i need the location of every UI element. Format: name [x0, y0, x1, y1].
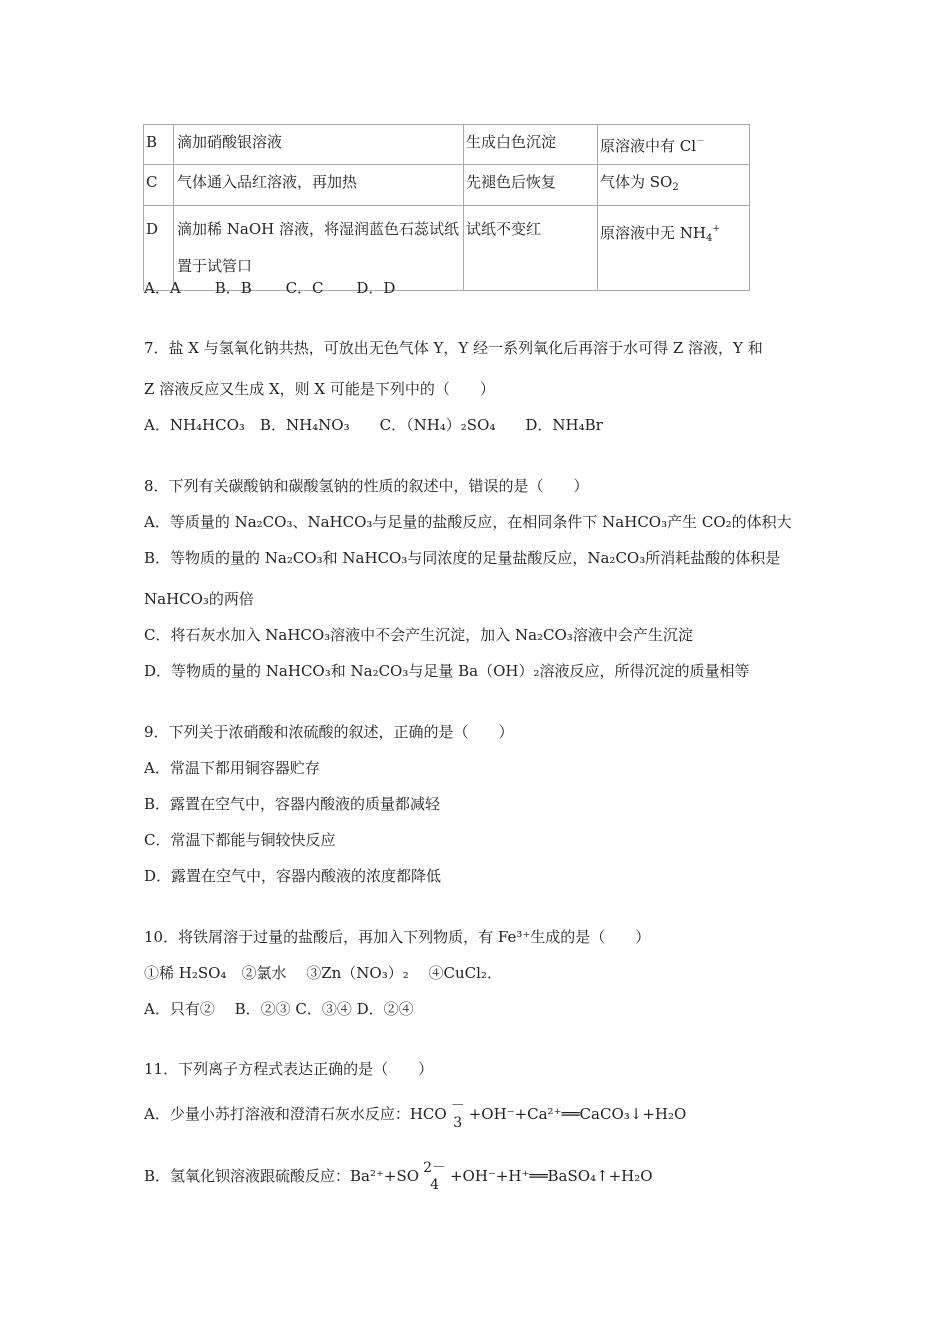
q11-option-a: A．少量小苏打溶液和澄清石灰水反应：HCO － 3 +OH⁻+Ca²⁺══CaCO₃↓+H₂O — [144, 1098, 687, 1131]
operation-cell: 滴加稀 NaOH 溶液，将湿润蓝色石蕊试纸置于试管口 — [174, 206, 464, 291]
phenomenon-cell: 试纸不变红 — [464, 206, 598, 291]
answer-b: B．B — [214, 279, 252, 297]
table-row — [144, 165, 750, 206]
q9-option-a: A．常温下都用铜容器贮存 — [144, 759, 320, 777]
q6-answers — [144, 277, 395, 298]
q8-option-a: A．等质量的 Na₂CO₃、NaHCO₃与足量的盐酸反应，在相同条件下 NaHCO₃产生 CO₂的体积大 — [144, 513, 792, 531]
table-row — [144, 125, 750, 165]
q7-stem-line2: Z 溶液反应又生成 X，则 X 可能是下列中的（ ） — [144, 380, 495, 398]
q8-option-d: D．等物质的量的 NaHCO₃和 Na₂CO₃与足量 Ba（OH）₂溶液反应，所得沉淀的质量相等 — [144, 662, 750, 680]
q7-answers: A．NH₄HCO₃ B．NH₄NO₃ C．（NH₄）₂SO₄ D．NH₄Br — [144, 416, 603, 434]
answer-c: C．C — [285, 279, 324, 297]
row-key: B — [144, 125, 174, 165]
row-key: D — [144, 206, 174, 291]
phenomenon-cell: 生成白色沉淀 — [464, 125, 598, 165]
q8-option-c: C．将石灰水加入 NaHCO₃溶液中不会产生沉淀，加入 Na₂CO₃溶液中会产生沉淀 — [144, 626, 693, 644]
q10-answers: A．只有② B．②③ C．③④ D．②④ — [144, 1000, 414, 1018]
q8-option-b-line2: NaHCO₃的两倍 — [144, 590, 254, 608]
fraction-subscript: － 3 — [450, 1098, 465, 1131]
conclusion-cell: 气体为 $SO_2$ — [598, 165, 750, 206]
fraction-subscript: 2－ 4 — [423, 1160, 446, 1193]
phenomenon-cell: 先褪色后恢复 — [464, 165, 598, 206]
q8-stem: 8．下列有关碳酸钠和碳酸氢钠的性质的叙述中，错误的是（ ） — [144, 477, 589, 495]
q10-items: ①稀 H₂SO₄ ②氯水 ③Zn（NO₃）₂ ④CuCl₂． — [144, 964, 502, 982]
answer-a: A．A — [144, 279, 181, 297]
q8-option-b-line1: B．等物质的量的 Na₂CO₃和 NaHCO₃与同浓度的足量盐酸反应，Na₂CO₃所消耗盐酸的体积是 — [144, 549, 781, 567]
operation-cell: 气体通入品红溶液，再加热 — [174, 165, 464, 206]
q9-option-b: B．露置在空气中，容器内酸液的质量都减轻 — [144, 795, 441, 813]
q11-option-b: B．氢氧化钡溶液跟硫酸反应：Ba²⁺+SO 2－ 4 +OH⁻+H⁺══BaSO₄↑+H₂O — [144, 1160, 653, 1193]
q10-stem: 10．将铁屑溶于过量的盐酸后，再加入下列物质，有 Fe³⁺生成的是（ ） — [144, 928, 651, 946]
q9-option-c: C．常温下都能与铜较快反应 — [144, 831, 336, 849]
row-key: C — [144, 165, 174, 206]
q9-stem: 9．下列关于浓硝酸和浓硫酸的叙述，正确的是（ ） — [144, 723, 514, 741]
options-table — [143, 124, 750, 291]
q7-stem-line1: 7．盐 X 与氢氧化钠共热，可放出无色气体 Y，Y 经一系列氧化后再溶于水可得 Z 溶液，Y 和 — [144, 339, 763, 357]
answer-d: D．D — [356, 279, 396, 297]
operation-cell: 滴加硝酸银溶液 — [174, 125, 464, 165]
q11-stem: 11．下列离子方程式表达正确的是（ ） — [144, 1060, 434, 1078]
q9-option-d: D．露置在空气中，容器内酸液的浓度都降低 — [144, 867, 442, 885]
conclusion-cell: 原溶液中有 Cl－ — [598, 125, 750, 165]
conclusion-cell: 原溶液中无 $NH_4^+$ — [598, 206, 750, 291]
